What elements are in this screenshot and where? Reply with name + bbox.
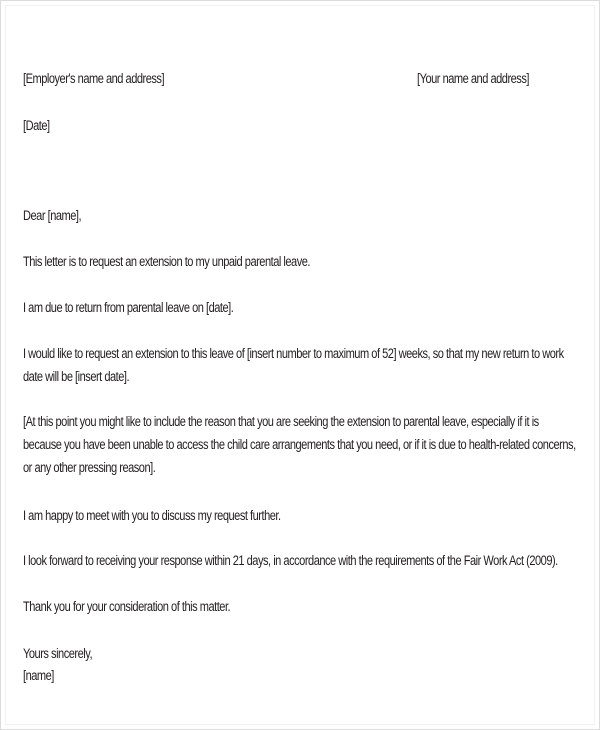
paragraph-meeting: I am happy to meet with you to discuss my request further.: [23, 508, 281, 523]
employer-address: [Employer's name and address]: [23, 71, 165, 86]
paragraph-reason-line-2: because you have been unable to access the child care arrangements that you need, or if it is due to health-related concerns,: [23, 437, 576, 452]
signature: [name]: [23, 668, 54, 683]
salutation: Dear [name],: [23, 208, 82, 223]
paragraph-request: This letter is to request an extension to my unpaid parental leave.: [23, 254, 311, 269]
closing: Yours sincerely,: [23, 646, 93, 661]
paragraph-reason: [23, 410, 597, 479]
paragraph-extension: [23, 342, 597, 388]
paragraph-thanks: Thank you for your consideration of this matter.: [23, 599, 231, 614]
paragraph-reason-line-3: or any other pressing reason].: [23, 460, 156, 475]
letter-date: [Date]: [23, 118, 50, 133]
paragraph-response: I look forward to receiving your response within 21 days, in accordance with the requirements of the Fair Work Act (2009).: [23, 553, 558, 568]
paragraph-extension-line-1: I would like to request an extension to this leave of [insert number to maximum of 52] weeks, so that my new return to work: [23, 346, 564, 361]
paragraph-extension-line-2: date will be [insert date].: [23, 369, 130, 384]
paragraph-reason-line-1: [At this point you might like to include the reason that you are seeking the extension to parental leave, especially if it is: [23, 414, 539, 429]
paragraph-return-date: I am due to return from parental leave on [date].: [23, 300, 234, 315]
your-address: [Your name and address]: [417, 71, 529, 86]
